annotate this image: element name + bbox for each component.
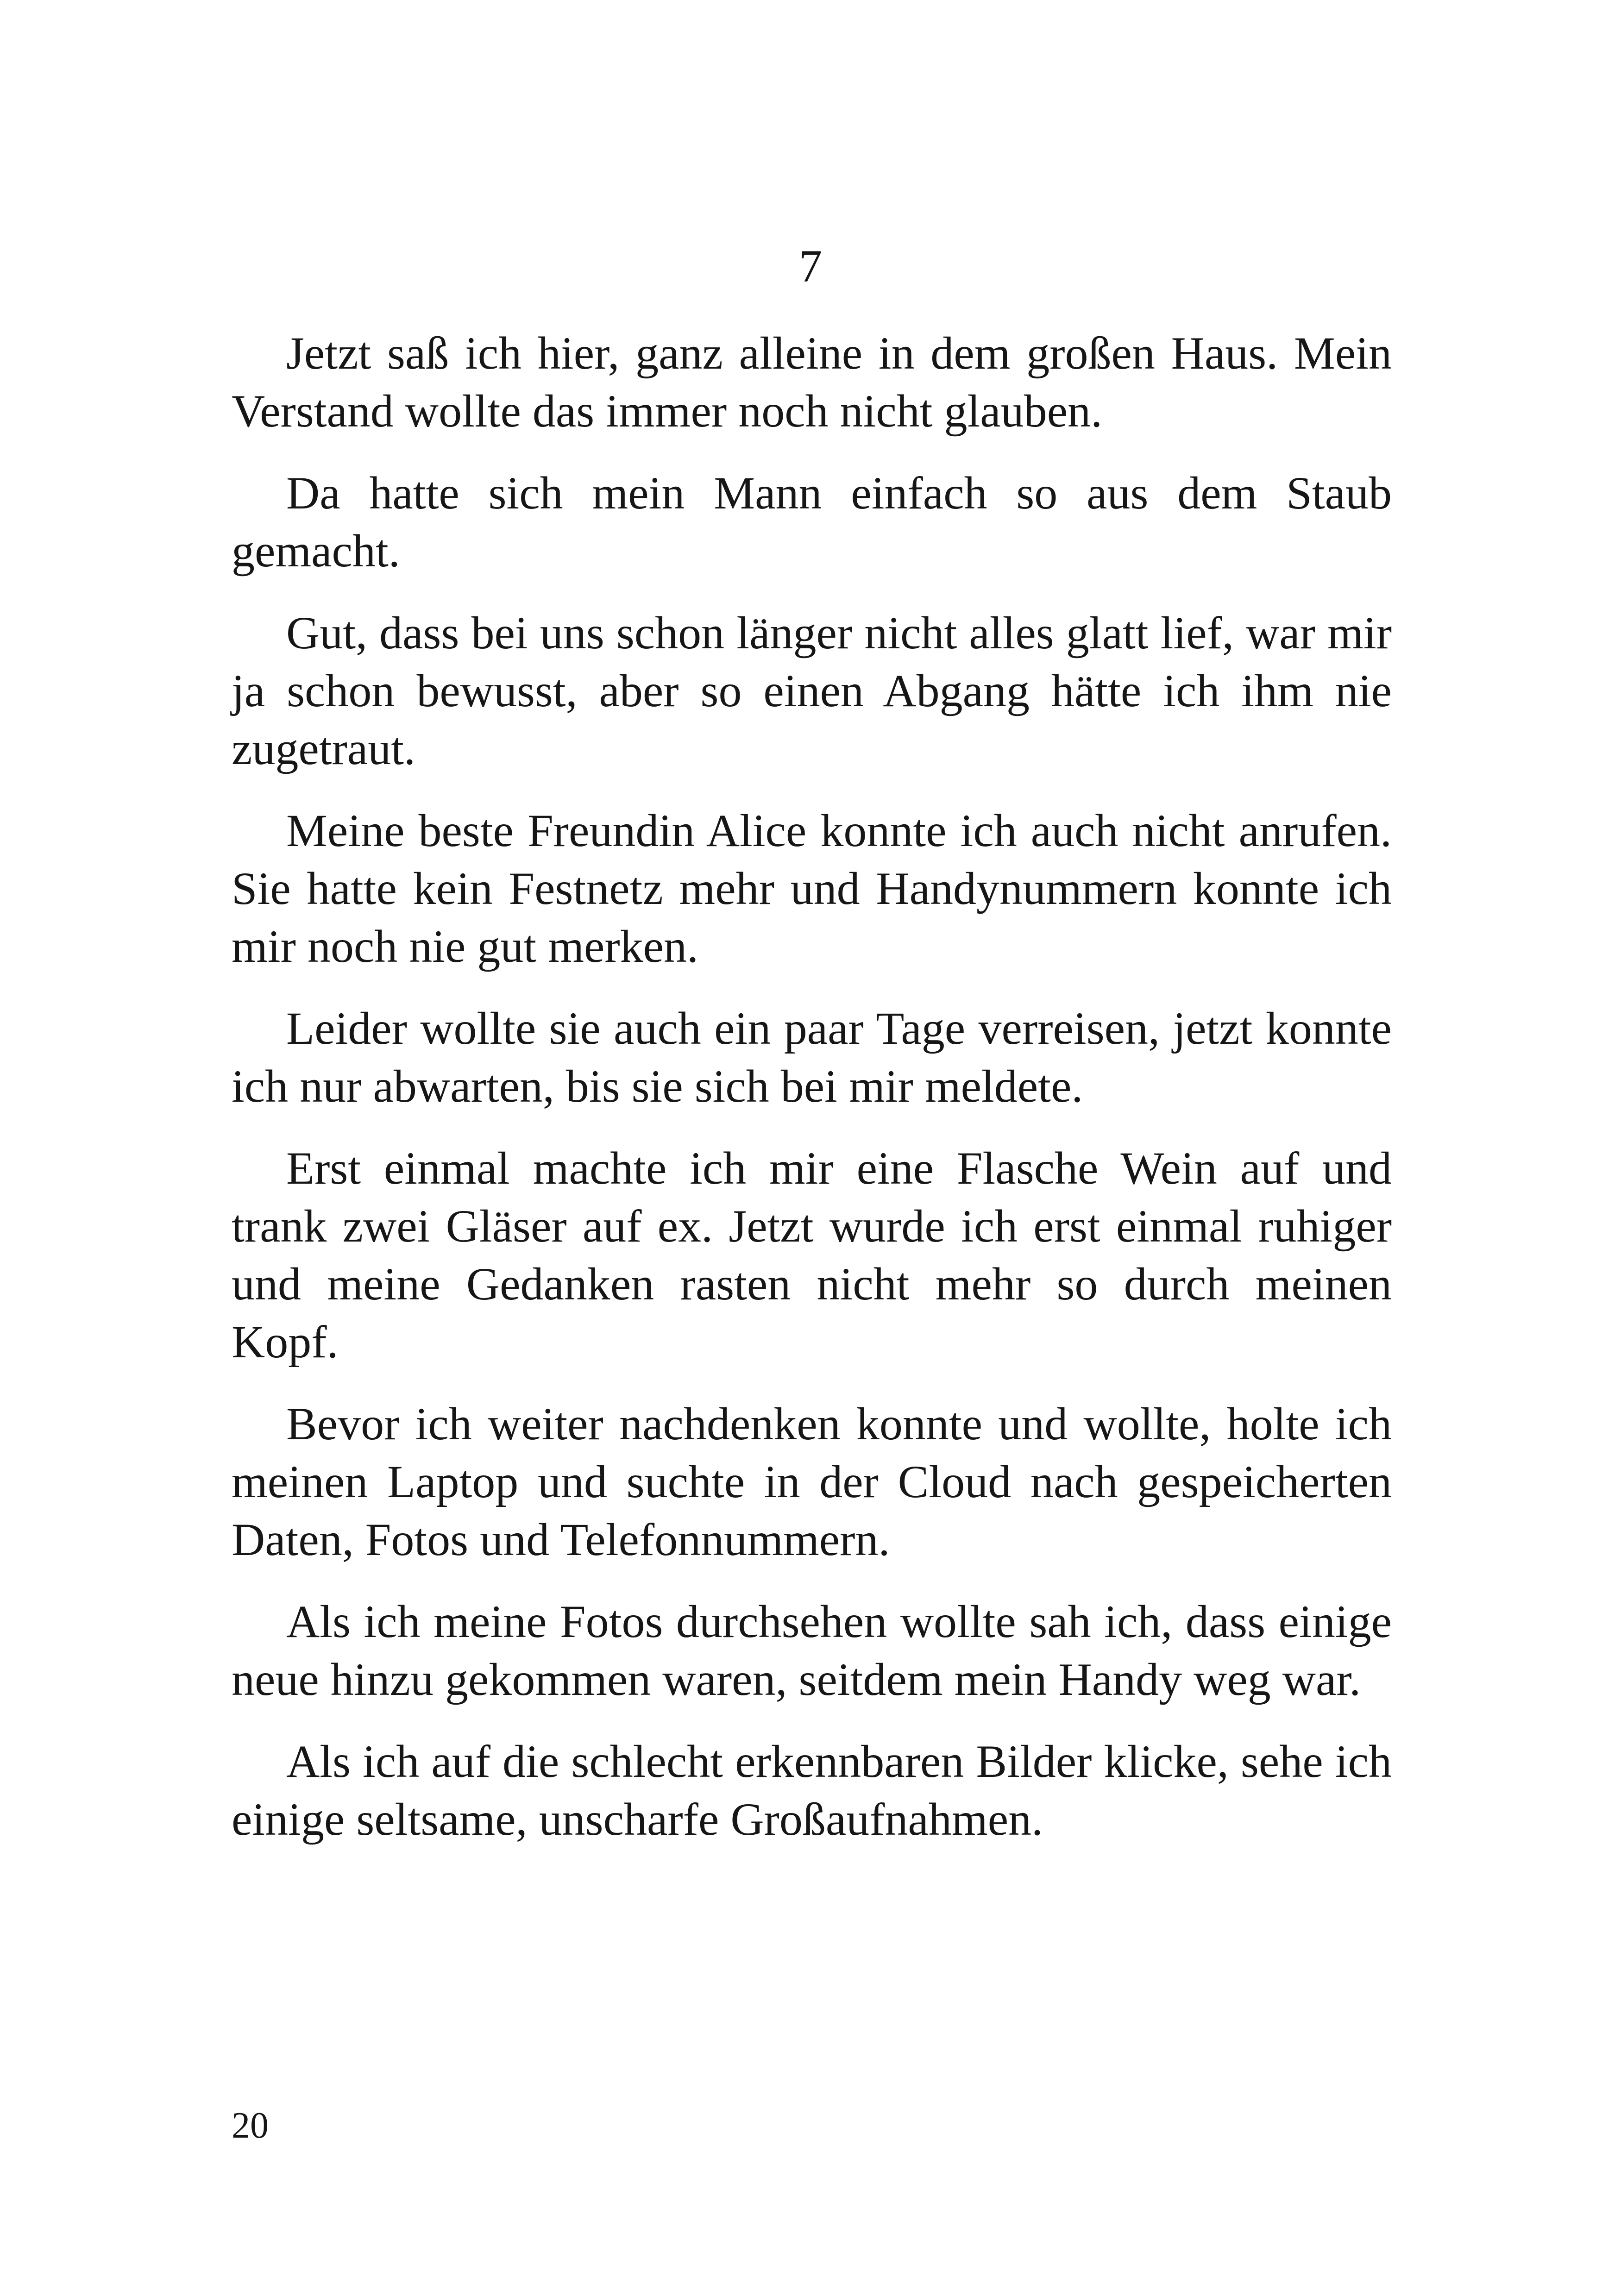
paragraph: Leider wollte sie auch ein paar Tage verreisen, jetzt konnte ich nur abwarten, bis sie sich bei mir meldete. xyxy=(232,1003,1392,1112)
paragraph: Meine beste Freundin Alice konnte ich auch nicht anrufen. Sie hatte kein Festnetz mehr und Handynummern konnte ich mir noch nie gut merken. xyxy=(232,805,1392,972)
paragraph: Bevor ich weiter nachdenken konnte und wollte, holte ich meinen Laptop und suchte in der Cloud nach gespeicherten Daten, Fotos und Telefonnummern. xyxy=(232,1398,1392,1565)
chapter-text xyxy=(232,324,1392,1872)
paragraph: Da hatte sich mein Mann einfach so aus dem Staub gemacht. xyxy=(232,467,1392,577)
chapter-number: 7 xyxy=(799,240,822,292)
paragraph: Gut, dass bei uns schon länger nicht alles glatt lief, war mir ja schon bewusst, aber so einen Abgang hätte ich ihm nie zugetraut. xyxy=(232,607,1392,774)
paragraph: Als ich meine Fotos durchsehen wollte sah ich, dass einige neue hinzu gekommen waren, seitdem mein Handy weg war. xyxy=(232,1596,1392,1705)
page-number: 20 xyxy=(232,2105,269,2146)
paragraph: Als ich auf die schlecht erkennbaren Bilder klicke, sehe ich einige seltsame, unscharfe Großaufnahmen. xyxy=(232,1736,1392,1845)
paragraph: Erst einmal machte ich mir eine Flasche Wein auf und trank zwei Gläser auf ex. Jetzt wurde ich erst einmal ruhiger und meine Gedanken rasten nicht mehr so durch meinen Kopf. xyxy=(232,1142,1392,1368)
paragraph: Jetzt saß ich hier, ganz alleine in dem großen Haus. Mein Verstand wollte das immer noch nicht glauben. xyxy=(232,327,1392,437)
